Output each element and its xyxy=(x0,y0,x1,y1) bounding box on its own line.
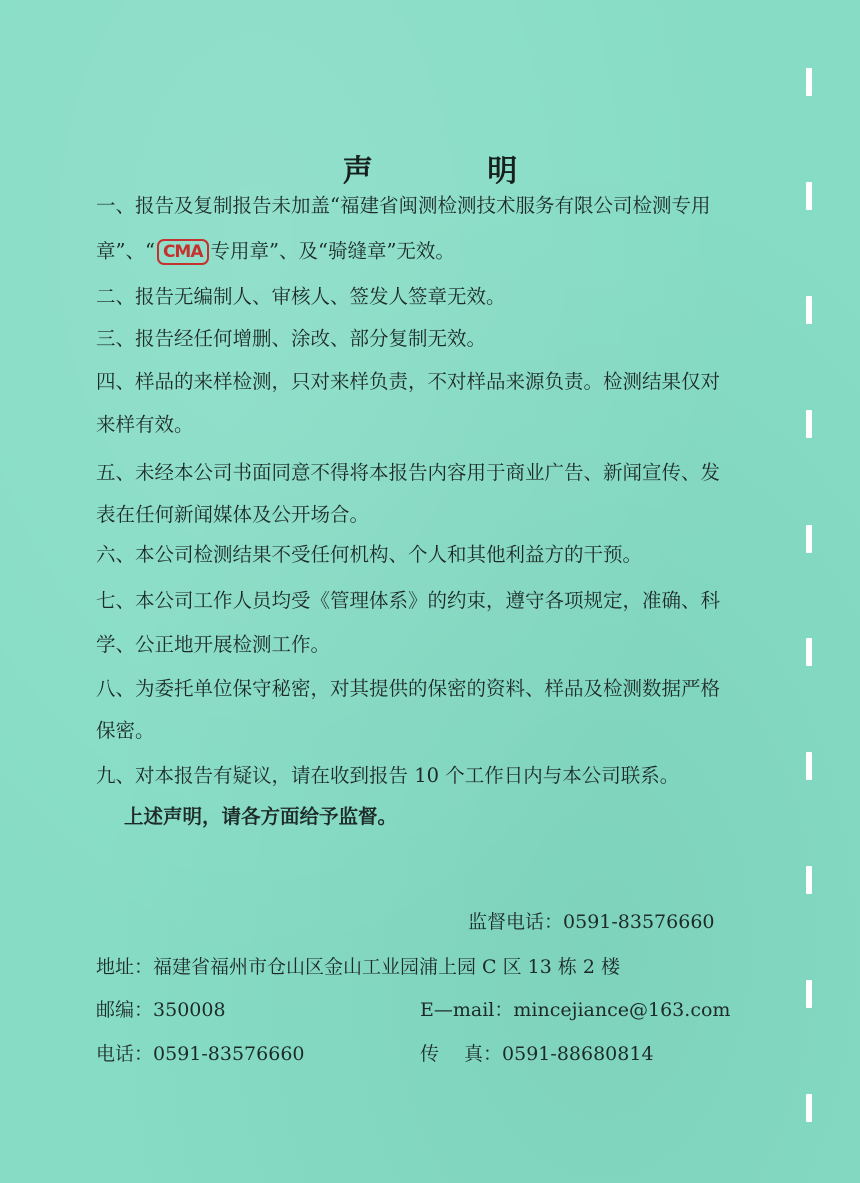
phone-label: 电话： xyxy=(96,1043,154,1065)
phone: 0591-83576660 xyxy=(153,1043,305,1065)
binding-hole xyxy=(806,410,812,438)
fax-block xyxy=(420,1042,654,1066)
supervision-phone-label: 监督电话： xyxy=(468,911,564,933)
statement-1-pre-text: 章”、“ xyxy=(96,239,155,263)
statement-4-line-2: 来样有效。 xyxy=(96,413,194,436)
statement-9: 九、对本报告有疑议，请在收到报告 10 个工作日内与本公司联系。 xyxy=(96,764,680,787)
statement-1-post-text: 专用章”、及“骑缝章”无效。 xyxy=(210,239,455,263)
statement-5-line-1: 五、未经本公司书面同意不得将本报告内容用于商业广告、新闻宣传、发 xyxy=(96,461,721,484)
statement-2: 二、报告无编制人、审核人、签发人签章无效。 xyxy=(96,285,506,308)
binding-hole xyxy=(806,68,812,96)
postcode-label: 邮编： xyxy=(96,999,154,1021)
binding-hole xyxy=(806,752,812,780)
statement-4-line-1: 四、样品的来样检测，只对来样负责，不对样品来源负责。检测结果仅对 xyxy=(96,370,721,393)
address-label: 地址： xyxy=(96,956,154,978)
statement-8-line-2: 保密。 xyxy=(96,719,155,742)
address: 福建省福州市仓山区金山工业园浦上园 C 区 13 栋 2 楼 xyxy=(153,956,621,978)
statement-3: 三、报告经任何增删、涂改、部分复制无效。 xyxy=(96,327,487,350)
closing-statement: 上述声明，请各方面给予监督。 xyxy=(124,805,398,828)
statement-6: 六、本公司检测结果不受任何机构、个人和其他利益方的干预。 xyxy=(96,543,643,566)
binding-hole xyxy=(806,866,812,894)
binding-hole xyxy=(806,296,812,324)
statement-1-line-1: 一、报告及复制报告未加盖“福建省闽测检测技术服务有限公司检测专用 xyxy=(96,194,711,217)
statement-7-line-2: 学、公正地开展检测工作。 xyxy=(96,633,331,656)
statement-8-line-1: 八、为委托单位保守秘密，对其提供的保密的资料、样品及检测数据严格 xyxy=(96,677,721,700)
binding-hole xyxy=(806,638,812,666)
postcode-block xyxy=(96,998,226,1022)
email-label: E—mail： xyxy=(420,999,514,1021)
supervision-phone-block xyxy=(468,910,715,934)
binding-hole xyxy=(806,525,812,553)
page-title: 声 明 xyxy=(342,154,570,189)
statement-7-line-1: 七、本公司工作人员均受《管理体系》的约束，遵守各项规定，准确、科 xyxy=(96,589,721,612)
postcode: 350008 xyxy=(153,999,226,1021)
email-block xyxy=(420,998,730,1022)
statement-1-line-2 xyxy=(96,239,455,265)
binding-hole xyxy=(806,980,812,1008)
statement-5-line-2: 表在任何新闻媒体及公开场合。 xyxy=(96,503,370,526)
address-block xyxy=(96,955,620,979)
binding-hole xyxy=(806,1094,812,1122)
fax-label: 传 真： xyxy=(420,1043,503,1065)
email: mincejiance@163.com xyxy=(513,999,731,1021)
cma-logo-icon: CMA xyxy=(157,239,209,265)
supervision-phone: 0591-83576660 xyxy=(563,911,715,933)
fax: 0591-88680814 xyxy=(502,1043,654,1065)
binding-hole xyxy=(806,182,812,210)
phone-block xyxy=(96,1042,305,1066)
